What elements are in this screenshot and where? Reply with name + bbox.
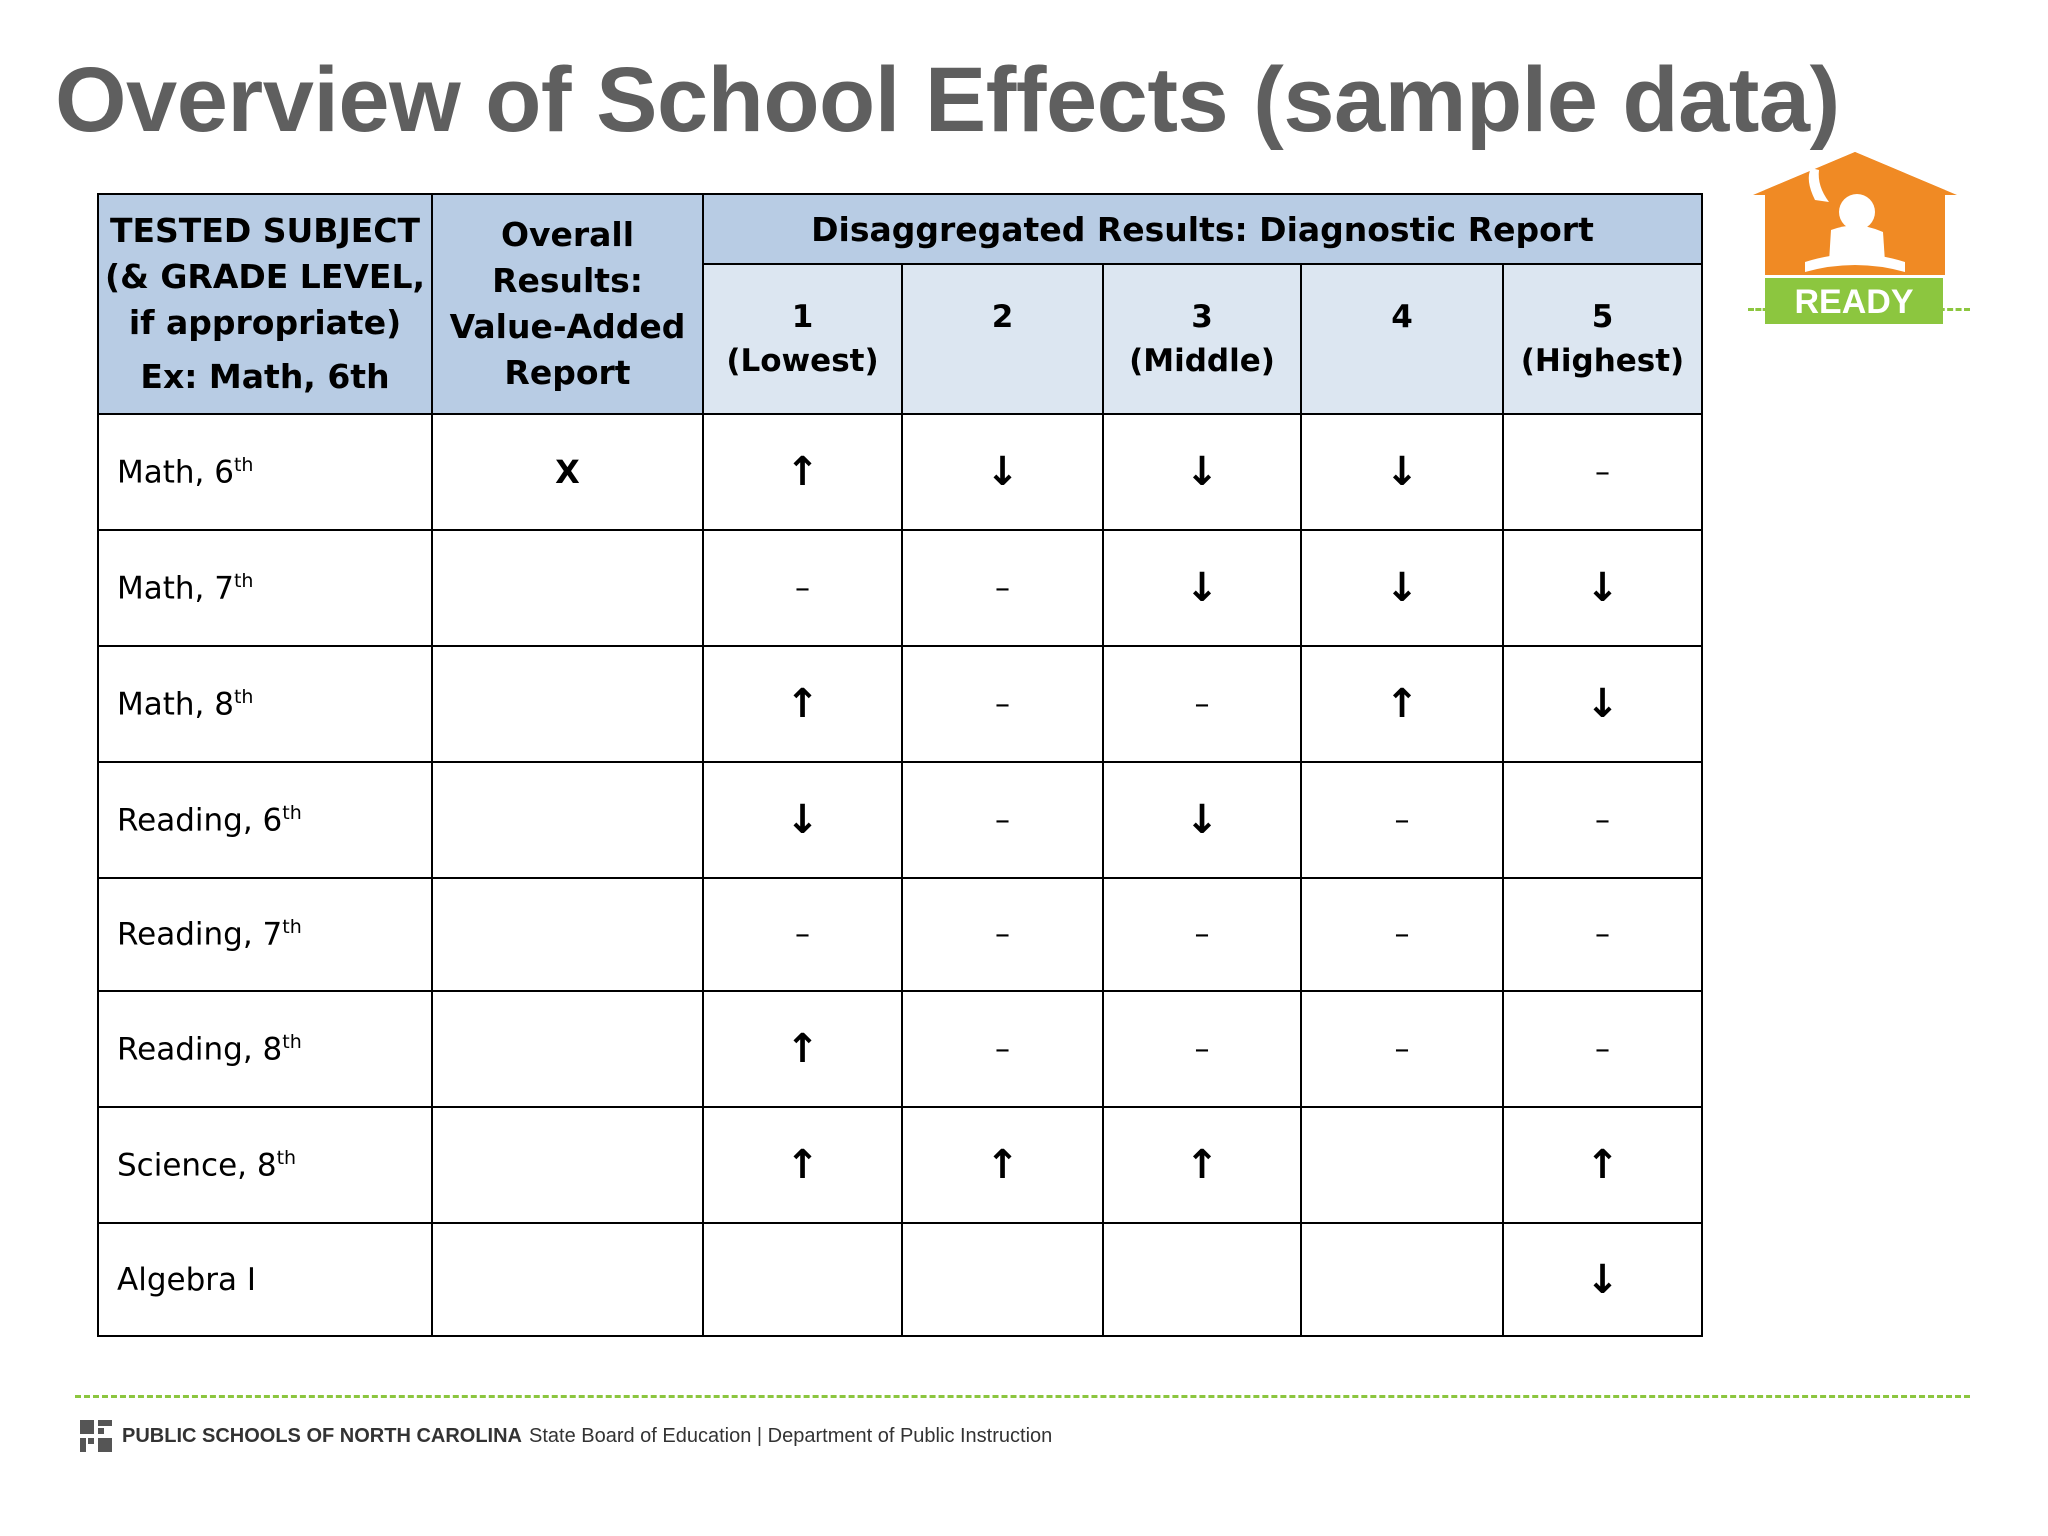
table-row	[98, 646, 1702, 762]
arrow-down-icon: ↓	[1301, 414, 1503, 530]
dash-icon: –	[1503, 762, 1702, 878]
dash-icon: –	[1503, 991, 1702, 1107]
subject-header-line: TESTED SUBJECT	[109, 211, 421, 250]
level-label	[903, 339, 1102, 383]
empty-cell	[1103, 1223, 1301, 1336]
level-number: 3	[1191, 299, 1213, 335]
subject-text: Math, 8	[117, 686, 234, 723]
arrow-up-icon: ↑	[902, 1107, 1103, 1223]
disaggregated-header: Disaggregated Results: Diagnostic Report	[703, 194, 1702, 264]
grade-suffix: th	[282, 916, 302, 939]
arrow-down-icon: ↓	[1503, 646, 1702, 762]
arrow-down-icon: ↓	[1503, 1223, 1702, 1336]
school-effects-table	[97, 193, 1703, 1337]
overall-cell	[432, 1223, 703, 1336]
table-row	[98, 414, 1702, 530]
school-effects-table-wrap	[97, 193, 1703, 1337]
level-header-3	[1103, 264, 1301, 414]
dash-icon: –	[1301, 762, 1503, 878]
grade-suffix: th	[282, 1030, 302, 1053]
arrow-down-icon: ↓	[1503, 530, 1702, 646]
table-row	[98, 1223, 1702, 1336]
overall-cell	[432, 762, 703, 878]
footer	[78, 1418, 1052, 1454]
footer-org: PUBLIC SCHOOLS OF NORTH CAROLINA	[122, 1424, 522, 1447]
arrow-down-icon: ↓	[1301, 530, 1503, 646]
grade-suffix: th	[233, 569, 254, 592]
table-row	[98, 1107, 1702, 1223]
empty-cell	[1301, 1223, 1503, 1336]
subject-text: Reading, 8	[117, 1031, 283, 1068]
subject-cell	[98, 762, 432, 878]
overall-header-line: Report	[504, 353, 631, 392]
dash-icon: –	[902, 991, 1103, 1107]
dash-icon: –	[703, 878, 902, 991]
arrow-up-icon: ↑	[703, 646, 902, 762]
arrow-up-icon: ↑	[703, 991, 902, 1107]
level-number: 4	[1391, 299, 1413, 335]
arrow-up-icon: ↑	[1103, 1107, 1301, 1223]
dash-icon: –	[703, 530, 902, 646]
level-number: 2	[991, 299, 1014, 335]
arrow-down-icon: ↓	[1103, 414, 1301, 530]
empty-cell	[902, 1223, 1103, 1336]
table-row	[98, 762, 1702, 878]
arrow-down-icon: ↓	[703, 762, 902, 878]
subject-text: Reading, 7	[117, 916, 283, 953]
subject-cell	[98, 991, 432, 1107]
level-label: (Lowest)	[726, 343, 879, 379]
subject-cell	[98, 1223, 432, 1336]
empty-cell	[1301, 1107, 1503, 1223]
arrow-down-icon: ↓	[1103, 762, 1301, 878]
arrow-up-icon: ↑	[1301, 646, 1503, 762]
overall-column-header	[432, 194, 703, 414]
subject-text: Science, 8	[117, 1147, 277, 1184]
empty-cell	[703, 1223, 902, 1336]
dash-icon: –	[1301, 878, 1503, 991]
level-number: 5	[1591, 299, 1614, 335]
subject-cell	[98, 1107, 432, 1223]
table-row	[98, 878, 1702, 991]
logo-dash-right	[1905, 308, 1970, 311]
dash-icon: –	[1103, 991, 1301, 1107]
logo-dash-left	[1748, 308, 1776, 311]
overall-cell	[432, 1107, 703, 1223]
grade-suffix: th	[282, 801, 302, 824]
level-header-5	[1503, 264, 1702, 414]
overall-cell	[432, 878, 703, 991]
slide-title: Overview of School Effects (sample data)	[55, 49, 1840, 151]
overall-cell	[432, 530, 703, 646]
level-header-4	[1301, 264, 1503, 414]
level-label: (Middle)	[1129, 343, 1275, 379]
arrow-up-icon: ↑	[703, 1107, 902, 1223]
level-number: 1	[791, 299, 814, 335]
grade-suffix: th	[233, 685, 254, 708]
subject-cell	[98, 646, 432, 762]
level-header-1	[703, 264, 902, 414]
dash-icon: –	[1103, 878, 1301, 991]
ready-logo-text: READY	[1794, 283, 1914, 321]
subject-text: Reading, 6	[117, 802, 283, 839]
grade-suffix: th	[276, 1146, 297, 1169]
subject-cell	[98, 530, 432, 646]
ready-logo	[1745, 150, 1965, 330]
overall-cell	[432, 646, 703, 762]
overall-cell: X	[432, 414, 703, 530]
subject-text: Math, 6	[117, 454, 234, 491]
overall-header-line: Value-Added	[449, 307, 686, 346]
dash-icon: –	[902, 878, 1103, 991]
subject-header-line: if appropriate)	[128, 303, 402, 342]
footer-dept: State Board of Education | Department of Public Instruction	[529, 1424, 1053, 1447]
footer-divider	[75, 1395, 1970, 1398]
dash-icon: –	[1301, 991, 1503, 1107]
subject-text: Algebra I	[117, 1261, 256, 1298]
subject-text: Math, 7	[117, 570, 234, 607]
dash-icon: –	[1103, 646, 1301, 762]
dash-icon: –	[902, 646, 1103, 762]
subject-cell	[98, 878, 432, 991]
subject-column-header	[98, 194, 432, 414]
overall-header-line: Results:	[492, 261, 643, 300]
ncdpi-seal-icon	[78, 1418, 114, 1454]
dash-icon: –	[902, 762, 1103, 878]
overall-header-line: Overall	[500, 215, 635, 254]
dash-icon: –	[902, 530, 1103, 646]
subject-header-line: (& GRADE LEVEL,	[104, 257, 426, 296]
dash-icon: –	[1503, 878, 1702, 991]
grade-suffix: th	[233, 453, 254, 476]
arrow-up-icon: ↑	[1503, 1107, 1702, 1223]
subject-header-line: Ex: Math, 6th	[140, 357, 390, 396]
table-row	[98, 991, 1702, 1107]
dash-icon: –	[1503, 414, 1702, 530]
overall-cell	[432, 991, 703, 1107]
arrow-down-icon: ↓	[1103, 530, 1301, 646]
level-header-2	[902, 264, 1103, 414]
table-row	[98, 530, 1702, 646]
arrow-up-icon: ↑	[703, 414, 902, 530]
level-label	[1302, 339, 1502, 383]
ready-house-icon	[1745, 150, 1965, 330]
level-label: (Highest)	[1520, 343, 1685, 379]
arrow-down-icon: ↓	[902, 414, 1103, 530]
subject-cell	[98, 414, 432, 530]
